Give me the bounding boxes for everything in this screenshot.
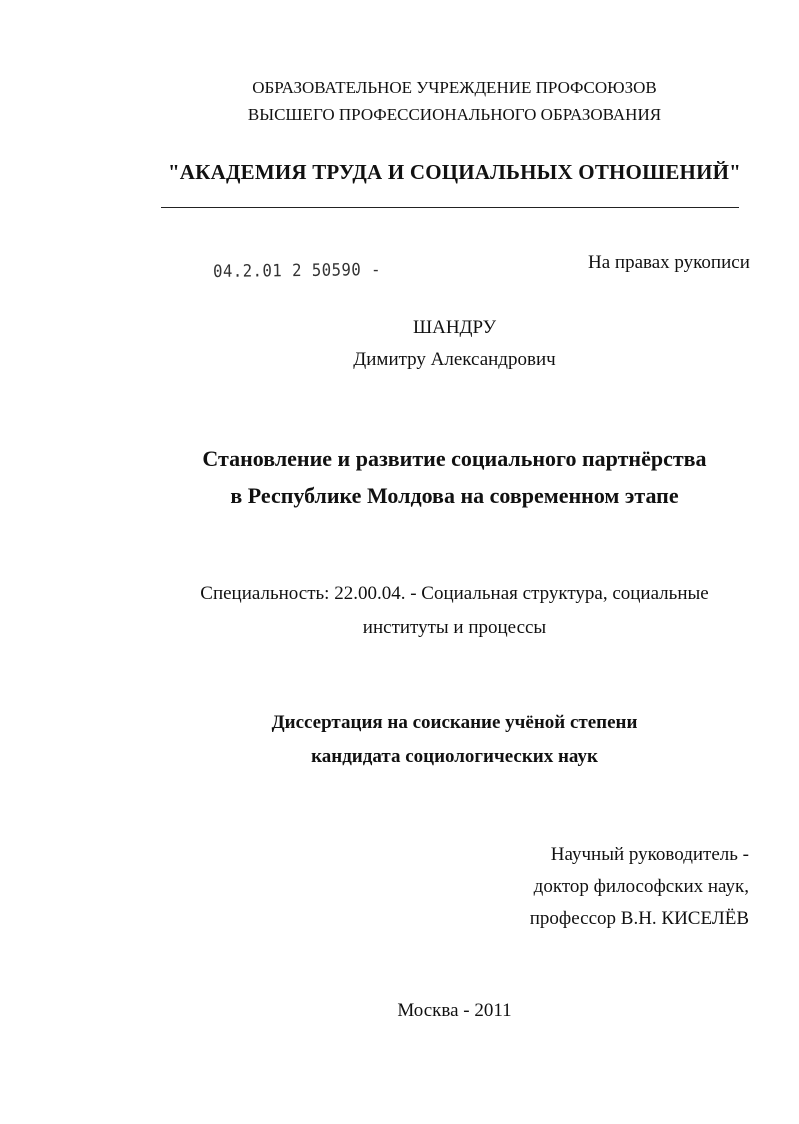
supervisor-role: Научный руководитель -	[550, 844, 749, 865]
academy-name: "АКАДЕМИЯ ТРУДА И СОЦИАЛЬНЫХ ОТНОШЕНИЙ"	[167, 160, 742, 184]
thesis-title-line-1: Становление и развитие социального партнёрства	[202, 446, 707, 471]
specialty-line-2: институты и процессы	[362, 617, 547, 638]
institution-line-2: ВЫСШЕГО ПРОФЕССИОНАЛЬНОГО ОБРАЗОВАНИЯ	[247, 105, 662, 124]
specialty-line-1: Специальность: 22.00.04. - Социальная структура, социальные	[200, 583, 709, 604]
author-given-names: Димитру Александрович	[353, 349, 556, 370]
thesis-title-line-2: в Республике Молдова на современном этапе	[230, 483, 679, 508]
manuscript-rights-note: На правах рукописи	[588, 252, 750, 273]
degree-line-2: кандидата социологических наук	[311, 746, 598, 767]
institution-line-1: ОБРАЗОВАТЕЛЬНОЕ УЧРЕЖДЕНИЕ ПРОФСОЮЗОВ	[252, 78, 657, 97]
supervisor-degree: доктор философских наук,	[533, 876, 749, 897]
author-surname: ШАНДРУ	[412, 317, 497, 338]
city-year: Москва - 2011	[397, 1000, 512, 1021]
header-divider	[161, 207, 739, 208]
library-stamp-number: 04.2.01 2 50590 -	[213, 260, 382, 282]
degree-line-1: Диссертация на соискание учёной степени	[271, 712, 638, 733]
supervisor-name: профессор В.Н. КИСЕЛЁВ	[529, 908, 749, 929]
